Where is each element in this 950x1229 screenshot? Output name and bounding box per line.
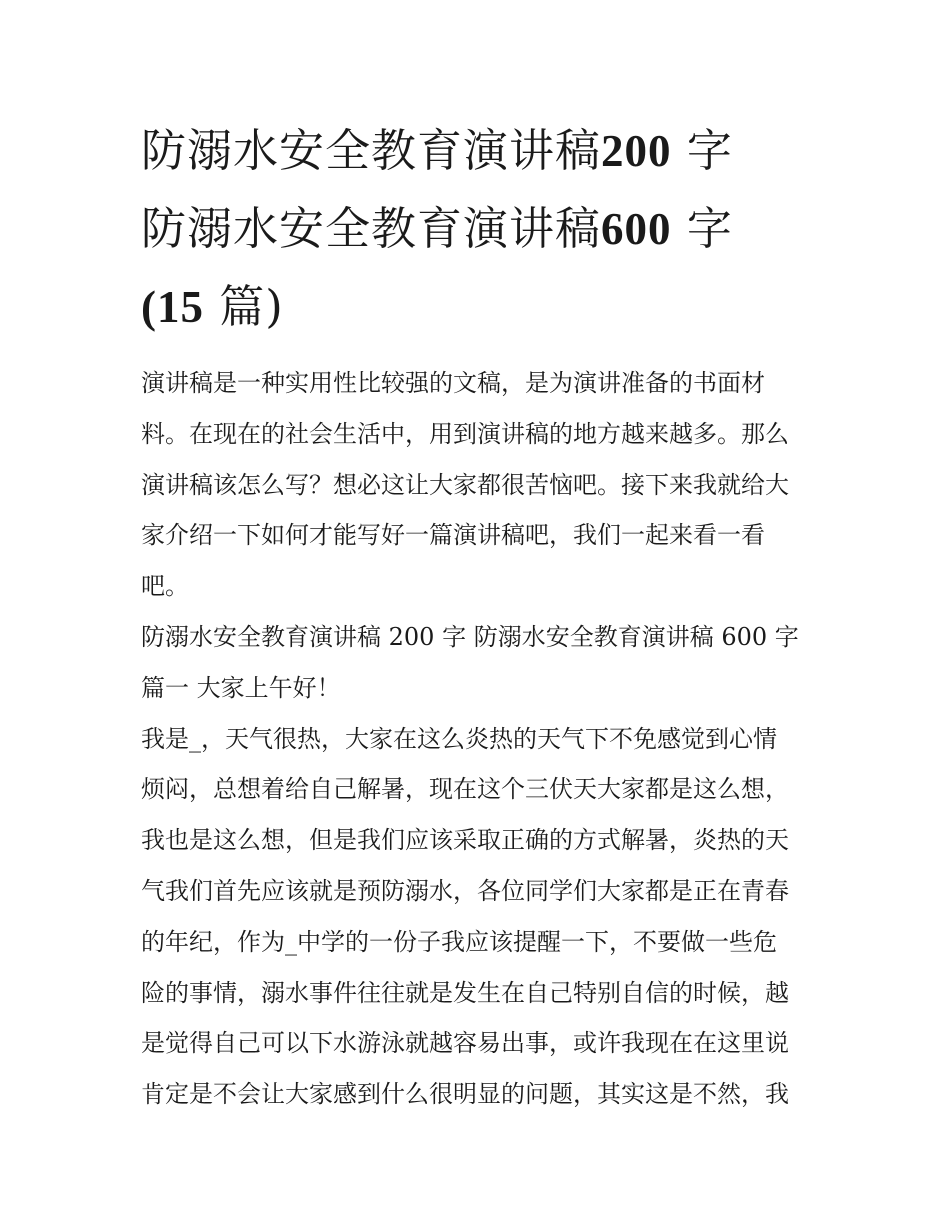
text-line: 烦闷，总想着给自己解暑，现在这个三伏天大家都是这么想，	[141, 775, 789, 804]
title-number: 600	[601, 204, 672, 254]
title-number: 200	[601, 126, 672, 176]
body-paragraph	[141, 714, 821, 1120]
title-text: 字	[671, 124, 733, 177]
text-line: 我也是这么想，但是我们应该采取正确的方式解暑，炎热的天	[141, 826, 789, 855]
section-heading: 篇一 大家上午好！	[141, 673, 341, 702]
text-line: 家介绍一下如何才能写好一篇演讲稿吧，我们一起来看一看	[141, 521, 765, 550]
text-line: 险的事情，溺水事件往往就是发生在自己特别自信的时候，越	[141, 978, 789, 1007]
text-line: 是觉得自己可以下水游泳就越容易出事，或许我现在在这里说	[141, 1029, 789, 1058]
text-line: 的年纪，作为_中学的一份子我应该提醒一下，不要做一些危	[141, 927, 777, 956]
text-line: 气我们首先应该就是预防溺水，各位同学们大家都是正在青春	[141, 876, 789, 905]
subtitle-line: 防溺水安全教育演讲稿 200 字 防溺水安全教育演讲稿 600 字	[141, 622, 799, 651]
title-text: 防溺水安全教育演讲稿	[141, 202, 602, 255]
text-line: 我是_，天气很热，大家在这么炎热的天气下不免感觉到心情	[141, 724, 777, 753]
text-line: 演讲稿是一种实用性比较强的文稿，是为演讲准备的书面材	[141, 369, 765, 397]
text-line: 料。在现在的社会生活中，用到演讲稿的地方越来越多。那么	[141, 419, 789, 448]
text-line: 吧。	[141, 572, 189, 601]
text-line: 肯定是不会让大家感到什么很明显的问题，其实这是不然，我	[141, 1080, 789, 1109]
title-number: (15	[141, 282, 204, 332]
document-title-line-3	[141, 268, 821, 346]
title-text: 字	[671, 202, 733, 255]
document-title-line-1	[141, 112, 821, 190]
title-text: 篇)	[204, 280, 284, 333]
document-title-line-2	[141, 190, 821, 268]
text-line: 演讲稿该怎么写？想必这让大家都很苦恼吧。接下来我就给大	[141, 470, 789, 499]
intro-paragraph	[141, 358, 821, 612]
title-text: 防溺水安全教育演讲稿	[141, 124, 602, 177]
document-content	[141, 112, 821, 1120]
